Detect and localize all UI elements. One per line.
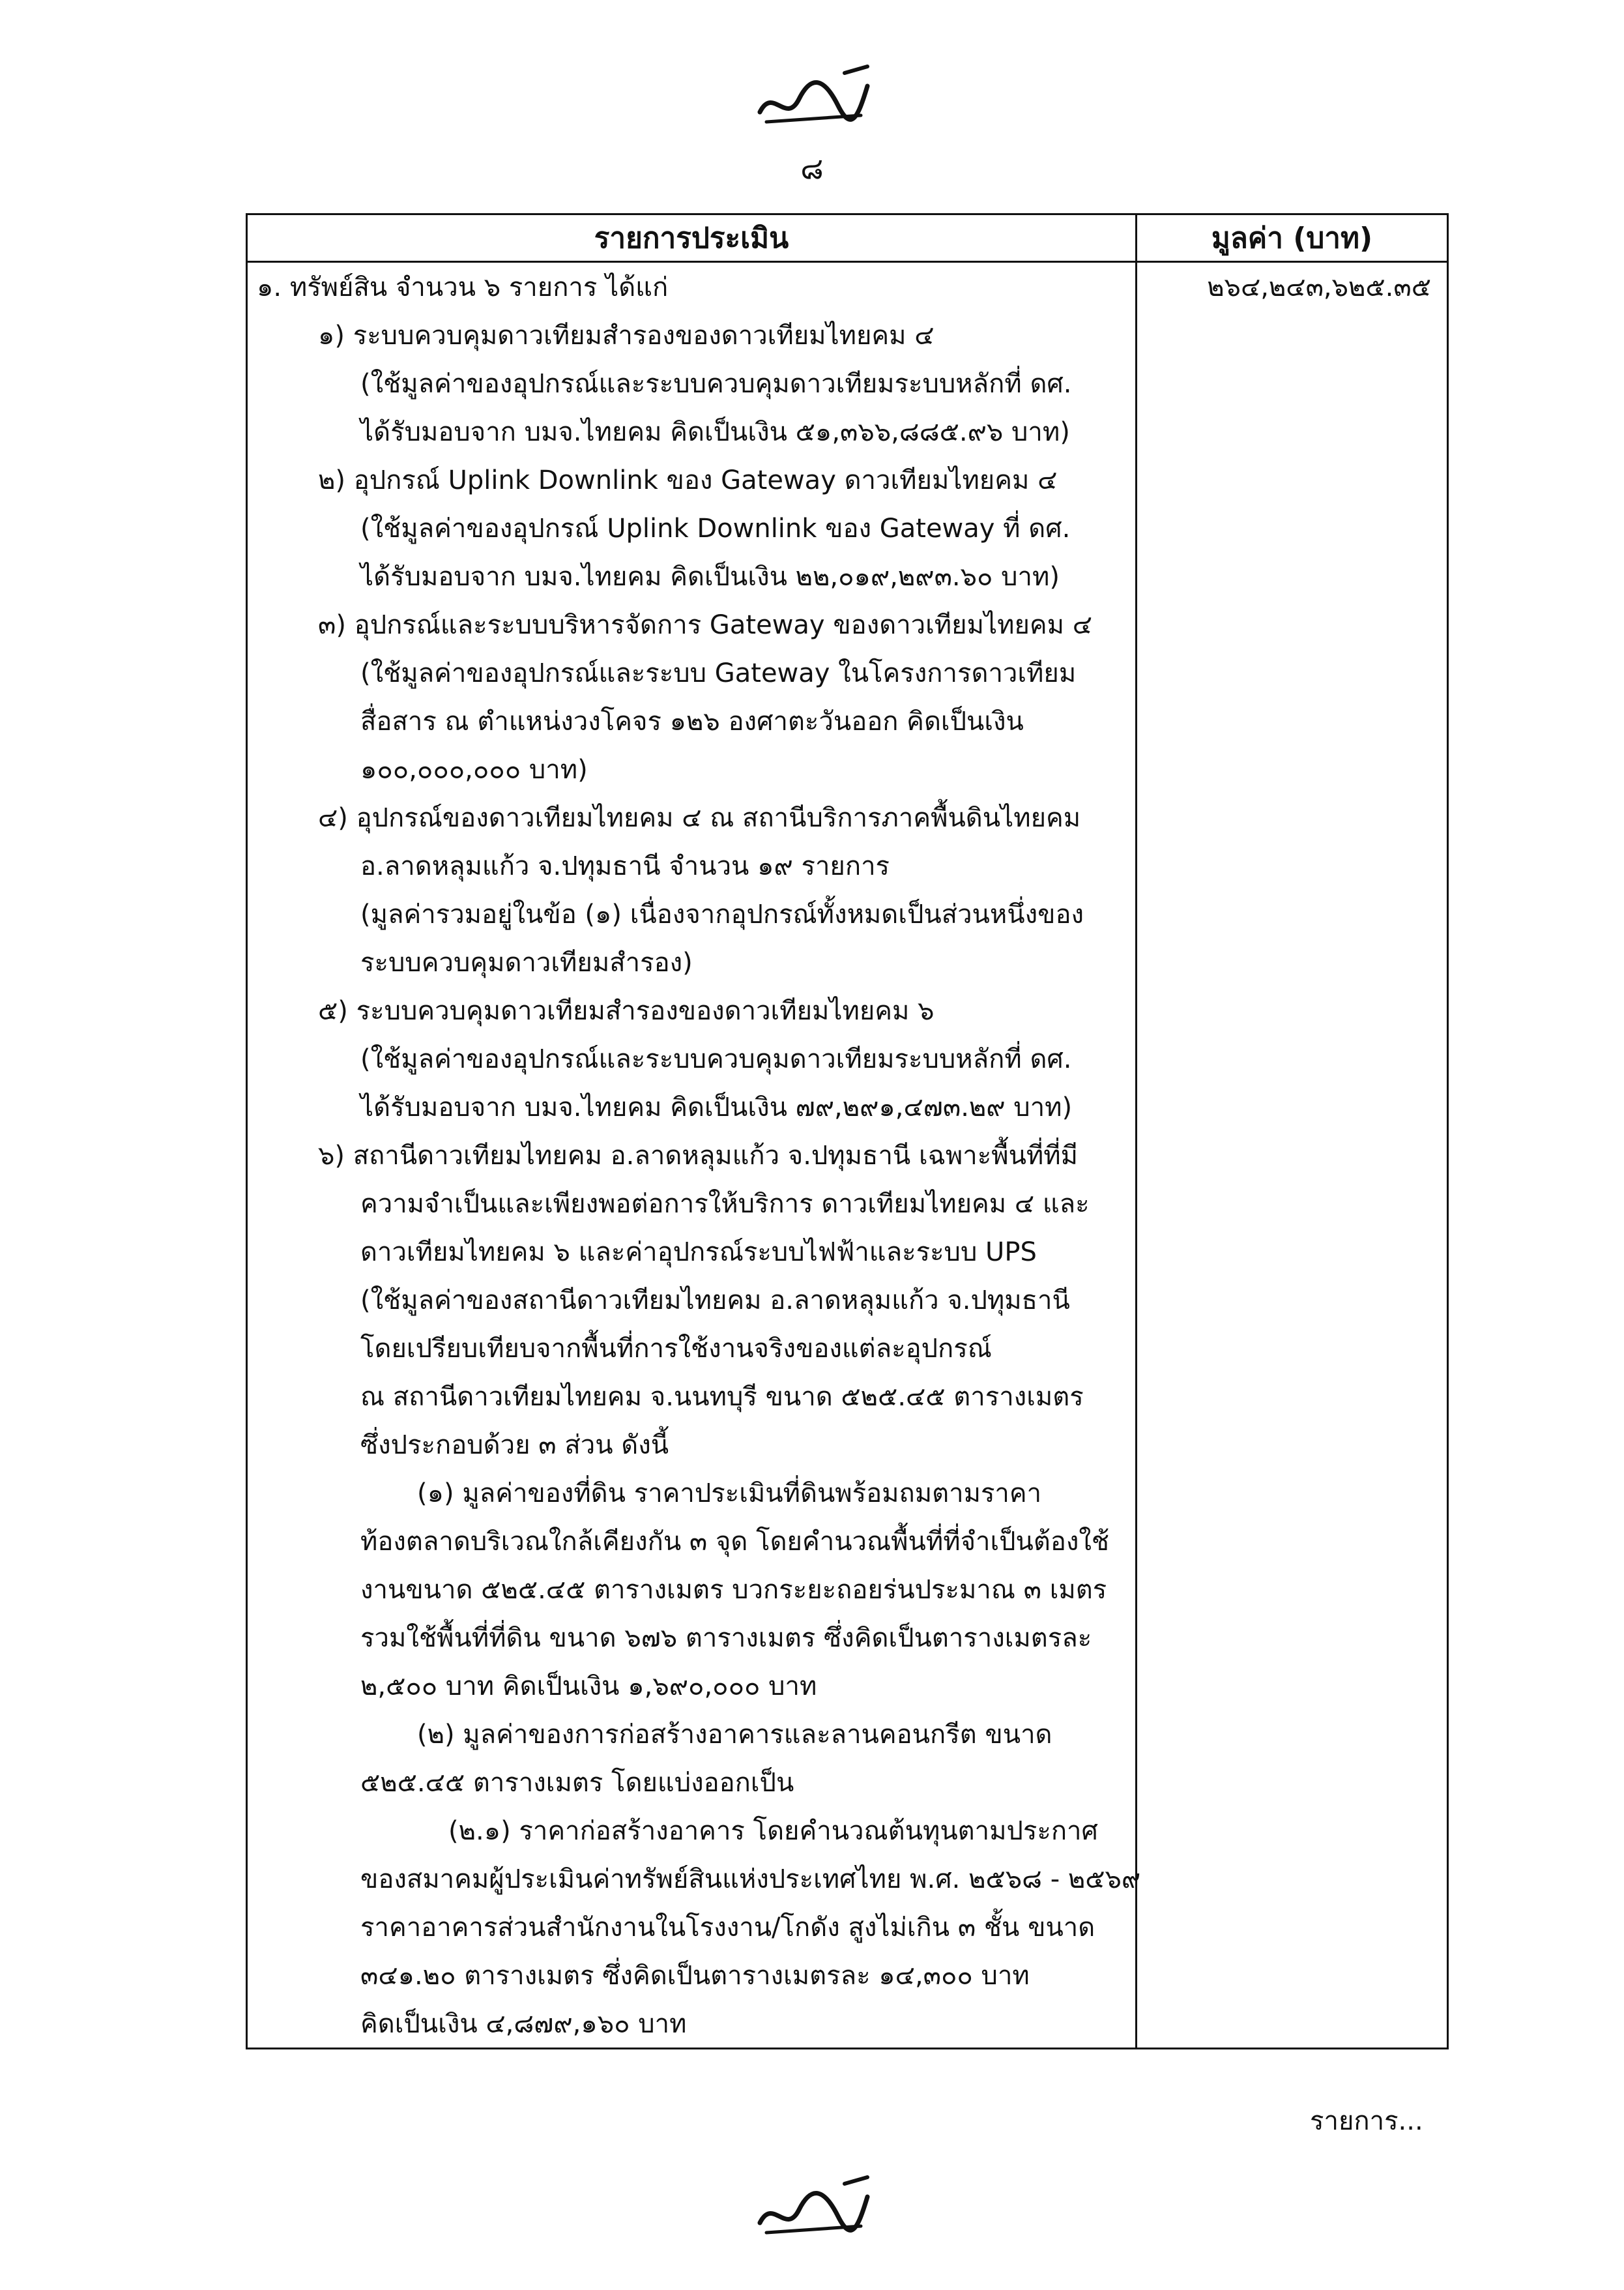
item-text: (มูลค่ารวมอยู่ในข้อ (๑) เนื่องจากอุปกรณ์ทั้งหมดเป็นส่วนหนึ่งของ <box>247 890 1137 938</box>
item-text: ณ สถานีดาวเทียมไทยคม จ.นนทบุรี ขนาด ๕๒๕.๔๕ ตารางเมตร <box>247 1372 1137 1420</box>
table-row <box>247 504 1448 552</box>
item-text: รวมใช้พื้นที่ที่ดิน ขนาด ๖๗๖ ตารางเมตร ซึ่งคิดเป็นตารางเมตรละ <box>247 1613 1137 1662</box>
table-row <box>247 456 1448 504</box>
assessment-table <box>246 213 1449 2049</box>
item-value <box>1137 697 1448 745</box>
item-value <box>1137 1131 1448 1179</box>
item-value <box>1137 1035 1448 1083</box>
table-row <box>247 1179 1448 1227</box>
item-value <box>1137 504 1448 552</box>
item-text: ได้รับมอบจาก บมจ.ไทยคม คิดเป็นเงิน ๕๑,๓๖๖,๘๘๕.๙๖ บาท) <box>247 407 1137 456</box>
table-row <box>247 1276 1448 1324</box>
item-text: ระบบควบคุมดาวเทียมสำรอง) <box>247 938 1137 986</box>
item-value <box>1137 1276 1448 1324</box>
item-text: ๒) อุปกรณ์ Uplink Downlink ของ Gateway ดาวเทียมไทยคม ๔ <box>247 456 1137 504</box>
item-text: (ใช้มูลค่าของอุปกรณ์และระบบควบคุมดาวเทียมระบบหลักที่ ดศ. <box>247 359 1137 407</box>
table-row <box>247 407 1448 456</box>
table-row <box>247 1324 1448 1372</box>
table-row <box>247 1035 1448 1083</box>
item-text: ๑๐๐,๐๐๐,๐๐๐ บาท) <box>247 745 1137 793</box>
table-row <box>247 359 1448 407</box>
item-text: (ใช้มูลค่าของอุปกรณ์และระบบควบคุมดาวเทียมระบบหลักที่ ดศ. <box>247 1035 1137 1083</box>
table-row <box>247 311 1448 359</box>
table-row <box>247 1469 1448 1517</box>
item-text: (ใช้มูลค่าของสถานีดาวเทียมไทยคม อ.ลาดหลุมแก้ว จ.ปทุมธานี <box>247 1276 1137 1324</box>
table-row <box>247 552 1448 600</box>
item-text: ๕๒๕.๔๕ ตารางเมตร โดยแบ่งออกเป็น <box>247 1758 1137 1806</box>
item-text: (๒) มูลค่าของการก่อสร้างอาคารและลานคอนกรีต ขนาด <box>247 1710 1137 1758</box>
item-text: สื่อสาร ณ ตำแหน่งวงโคจร ๑๒๖ องศาตะวันออก คิดเป็นเงิน <box>247 697 1137 745</box>
continued-text: รายการ... <box>1310 2106 1423 2136</box>
table-body <box>247 262 1448 2049</box>
item-text: ท้องตลาดบริเวณใกล้เคียงกัน ๓ จุด โดยคำนวณพื้นที่ที่จำเป็นต้องใช้ <box>247 1517 1137 1565</box>
item-text: คิดเป็นเงิน ๔,๘๗๙,๑๖๐ บาท <box>247 1999 1137 2049</box>
signature-top <box>747 60 877 138</box>
item-text: งานขนาด ๕๒๕.๔๕ ตารางเมตร บวกระยะถอยร่นประมาณ ๓ เมตร <box>247 1565 1137 1613</box>
table-row <box>247 745 1448 793</box>
item-value <box>1137 842 1448 890</box>
item-text: ๖) สถานีดาวเทียมไทยคม อ.ลาดหลุมแก้ว จ.ปทุมธานี เฉพาะพื้นที่ที่มี <box>247 1131 1137 1179</box>
table-row <box>247 1855 1448 1903</box>
table-row <box>247 1758 1448 1806</box>
item-value <box>1137 1999 1448 2049</box>
item-value <box>1137 359 1448 407</box>
item-value <box>1137 1324 1448 1372</box>
table-row <box>247 1662 1448 1710</box>
item-value <box>1137 1420 1448 1469</box>
page-number: ๘ <box>800 151 824 186</box>
item-value <box>1137 600 1448 649</box>
header-item: รายการประเมิน <box>247 214 1137 262</box>
signature-bottom <box>747 2171 877 2249</box>
table-row <box>247 649 1448 697</box>
table-row <box>247 1517 1448 1565</box>
table-header-row <box>247 214 1448 262</box>
item-value <box>1137 1227 1448 1276</box>
handwritten-signature-icon <box>747 60 877 138</box>
item-text: (ใช้มูลค่าของอุปกรณ์และระบบ Gateway ในโครงการดาวเทียม <box>247 649 1137 697</box>
item-text: ๑. ทรัพย์สิน จำนวน ๖ รายการ ได้แก่ <box>247 262 1137 312</box>
table-row <box>247 1710 1448 1758</box>
item-text: ซึ่งประกอบด้วย ๓ ส่วน ดังนี้ <box>247 1420 1137 1469</box>
item-text: (ใช้มูลค่าของอุปกรณ์ Uplink Downlink ของ Gateway ที่ ดศ. <box>247 504 1137 552</box>
item-text: ได้รับมอบจาก บมจ.ไทยคม คิดเป็นเงิน ๒๒,๐๑๙,๒๙๓.๖๐ บาท) <box>247 552 1137 600</box>
item-value <box>1137 1710 1448 1758</box>
item-value <box>1137 1855 1448 1903</box>
item-text: ๕) ระบบควบคุมดาวเทียมสำรองของดาวเทียมไทยคม ๖ <box>247 986 1137 1035</box>
table-row <box>247 1951 1448 1999</box>
item-text: ๓) อุปกรณ์และระบบบริหารจัดการ Gateway ของดาวเทียมไทยคม ๔ <box>247 600 1137 649</box>
item-text: ความจำเป็นและเพียงพอต่อการให้บริการ ดาวเทียมไทยคม ๔ และ <box>247 1179 1137 1227</box>
item-text: (๒.๑) ราคาก่อสร้างอาคาร โดยคำนวณต้นทุนตามประกาศ <box>247 1806 1137 1855</box>
item-value <box>1137 1469 1448 1517</box>
item-text: ของสมาคมผู้ประเมินค่าทรัพย์สินแห่งประเทศไทย พ.ศ. ๒๕๖๘ - ๒๕๖๙ <box>247 1855 1137 1903</box>
item-text: ดาวเทียมไทยคม ๖ และค่าอุปกรณ์ระบบไฟฟ้าและระบบ UPS <box>247 1227 1137 1276</box>
item-value <box>1137 986 1448 1035</box>
table-row <box>247 793 1448 842</box>
table-row <box>247 600 1448 649</box>
handwritten-signature-icon <box>747 2171 877 2249</box>
item-text: ๑) ระบบควบคุมดาวเทียมสำรองของดาวเทียมไทยคม ๔ <box>247 311 1137 359</box>
item-text: ได้รับมอบจาก บมจ.ไทยคม คิดเป็นเงิน ๗๙,๒๙๑,๔๗๓.๒๙ บาท) <box>247 1083 1137 1131</box>
item-value <box>1137 1517 1448 1565</box>
item-value <box>1137 1758 1448 1806</box>
table-row <box>247 1613 1448 1662</box>
item-value <box>1137 1903 1448 1951</box>
item-value <box>1137 1806 1448 1855</box>
item-text: ๔) อุปกรณ์ของดาวเทียมไทยคม ๔ ณ สถานีบริการภาคพื้นดินไทยคม <box>247 793 1137 842</box>
table-row <box>247 1806 1448 1855</box>
item-text: ๒,๕๐๐ บาท คิดเป็นเงิน ๑,๖๙๐,๐๐๐ บาท <box>247 1662 1137 1710</box>
table-row <box>247 842 1448 890</box>
item-value <box>1137 1951 1448 1999</box>
table-row <box>247 1227 1448 1276</box>
table-row <box>247 1083 1448 1131</box>
item-value <box>1137 1565 1448 1613</box>
table-row <box>247 1420 1448 1469</box>
item-value <box>1137 552 1448 600</box>
item-value <box>1137 1613 1448 1662</box>
header-value: มูลค่า (บาท) <box>1137 214 1448 262</box>
item-text: ราคาอาคารส่วนสำนักงานในโรงงาน/โกดัง สูงไม่เกิน ๓ ชั้น ขนาด <box>247 1903 1137 1951</box>
table-row <box>247 1372 1448 1420</box>
item-value <box>1137 745 1448 793</box>
item-text: ๓๔๑.๒๐ ตารางเมตร ซึ่งคิดเป็นตารางเมตรละ ๑๔,๓๐๐ บาท <box>247 1951 1137 1999</box>
table-row <box>247 1903 1448 1951</box>
item-value <box>1137 649 1448 697</box>
item-value <box>1137 890 1448 938</box>
table-row <box>247 262 1448 312</box>
table-row <box>247 1999 1448 2049</box>
table-row <box>247 938 1448 986</box>
item-value <box>1137 1179 1448 1227</box>
table-row <box>247 1131 1448 1179</box>
item-text: อ.ลาดหลุมแก้ว จ.ปทุมธานี จำนวน ๑๙ รายการ <box>247 842 1137 890</box>
table-row <box>247 890 1448 938</box>
table-row <box>247 697 1448 745</box>
item-value <box>1137 311 1448 359</box>
item-value <box>1137 793 1448 842</box>
item-value <box>1137 407 1448 456</box>
item-value <box>1137 1662 1448 1710</box>
item-value: ๒๖๔,๒๔๓,๖๒๕.๓๕ <box>1137 262 1448 312</box>
item-value <box>1137 938 1448 986</box>
item-value <box>1137 1372 1448 1420</box>
table-row <box>247 1565 1448 1613</box>
table-row <box>247 986 1448 1035</box>
item-value <box>1137 456 1448 504</box>
item-text: โดยเปรียบเทียบจากพื้นที่การใช้งานจริงของแต่ละอุปกรณ์ <box>247 1324 1137 1372</box>
item-text: (๑) มูลค่าของที่ดิน ราคาประเมินที่ดินพร้อมถมตามราคา <box>247 1469 1137 1517</box>
item-value <box>1137 1083 1448 1131</box>
